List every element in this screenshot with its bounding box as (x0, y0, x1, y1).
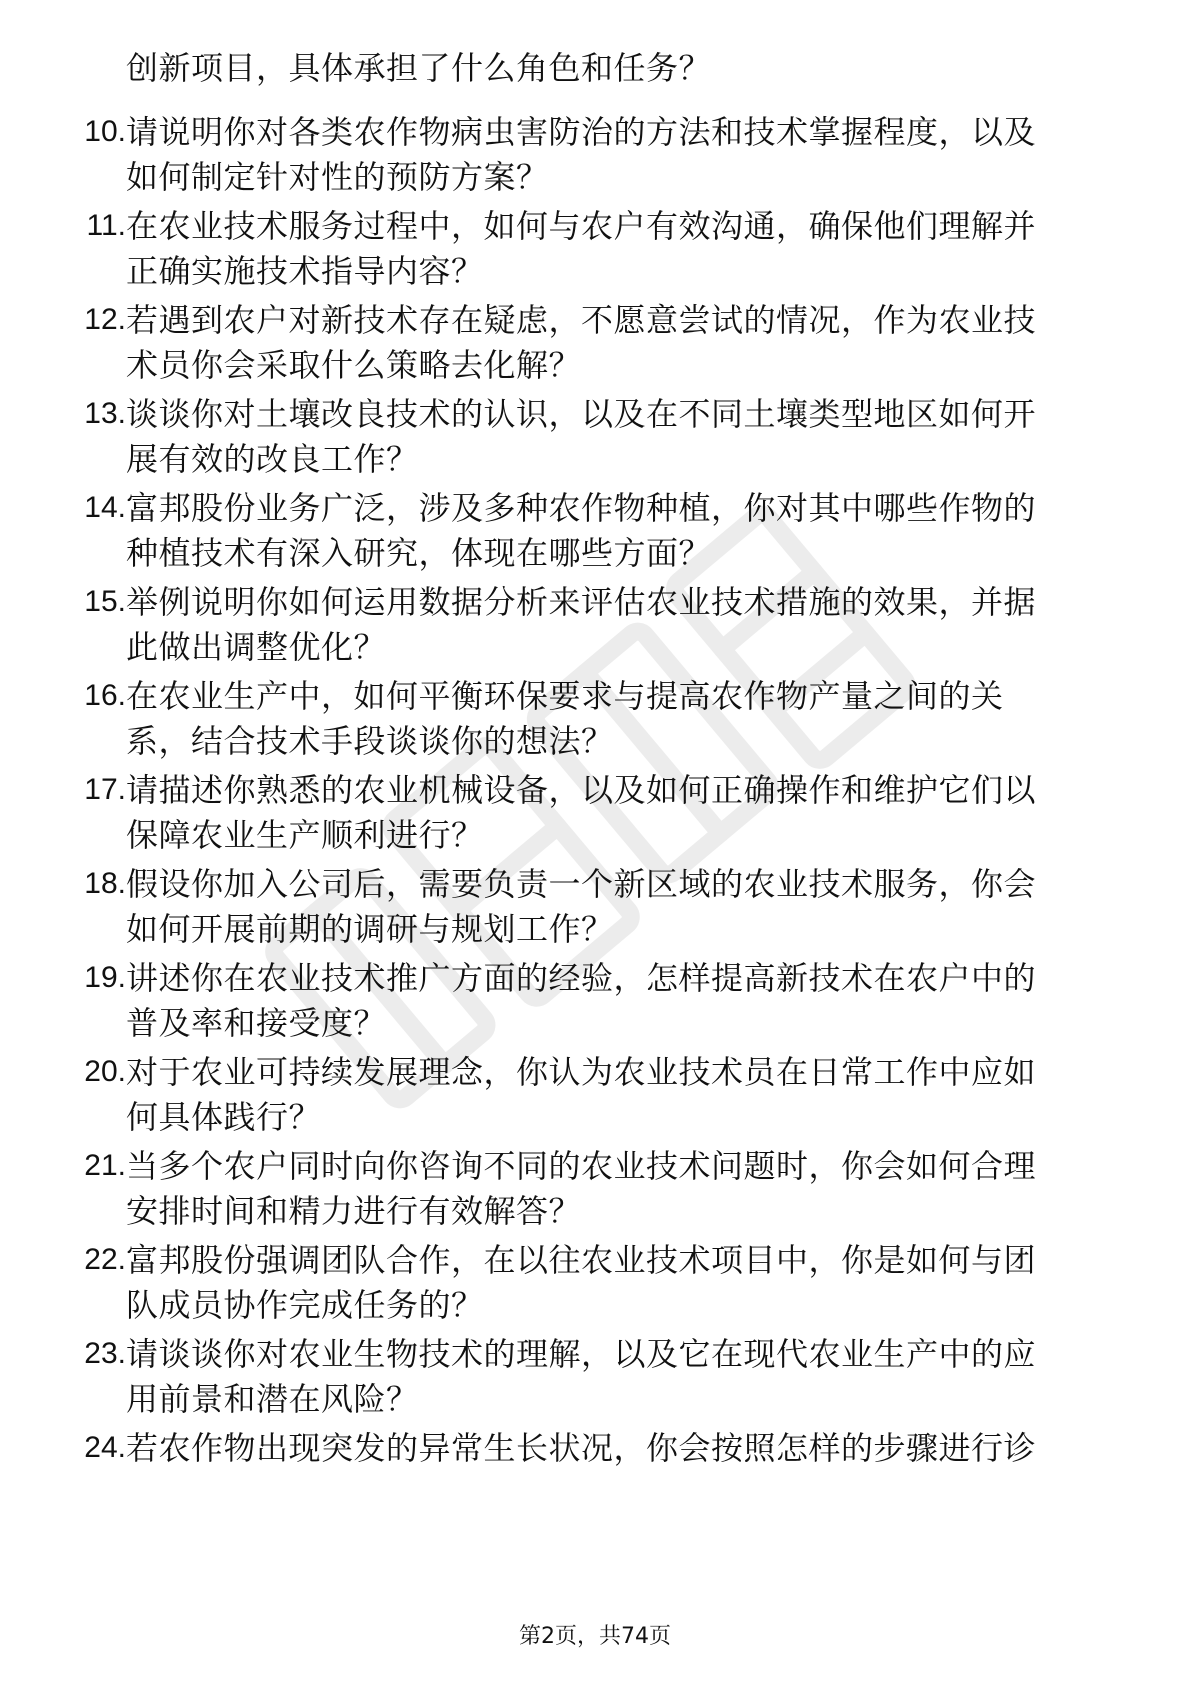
question-item (58, 1332, 1138, 1422)
question-item (58, 1238, 1138, 1328)
question-number: 12. (84, 303, 126, 336)
question-number: 22. (84, 1243, 126, 1276)
question-item (58, 1144, 1138, 1234)
question-text-line: 富邦股份强调团队合作，在以往农业技术项目中，你是如何与团 (126, 1241, 1037, 1279)
question-item (58, 486, 1138, 576)
question-text-line: 若遇到农户对新技术存在疑虑，不愿意尝试的情况，作为农业技 (126, 301, 1037, 339)
question-item (58, 298, 1138, 388)
question-text-line: 举例说明你如何运用数据分析来评估农业技术措施的效果，并据 (126, 583, 1037, 621)
question-text-line: 用前景和潜在风险？ (126, 1380, 419, 1418)
question-text-line: 若农作物出现突发的异常生长状况，你会按照怎样的步骤进行诊 (126, 1429, 1037, 1467)
continuation-text: 创新项目，具体承担了什么角色和任务？ (126, 49, 712, 87)
question-number: 11. (86, 209, 126, 242)
question-item (58, 580, 1138, 670)
question-item (58, 392, 1138, 482)
question-text-line: 何具体践行？ (126, 1098, 322, 1136)
question-text-line: 假设你加入公司后，需要负责一个新区域的农业技术服务，你会 (126, 865, 1037, 903)
question-text-line: 在农业生产中，如何平衡环保要求与提高农作物产量之间的关 (126, 677, 1004, 715)
question-item (58, 204, 1138, 294)
question-item (58, 862, 1138, 952)
question-text-line: 正确实施技术指导内容？ (126, 252, 484, 290)
question-text-line: 此做出调整优化？ (126, 628, 387, 666)
question-item (58, 768, 1138, 858)
question-number: 18. (84, 867, 126, 900)
question-text-line: 在农业技术服务过程中，如何与农户有效沟通，确保他们理解并 (126, 207, 1037, 245)
question-item (58, 1050, 1138, 1140)
question-text-line: 术员你会采取什么策略去化解？ (126, 346, 582, 384)
question-number: 10. (84, 115, 126, 148)
question-text-line: 谈谈你对土壤改良技术的认识，以及在不同土壤类型地区如何开 (126, 395, 1037, 433)
question-text-line: 富邦股份业务广泛，涉及多种农作物种植，你对其中哪些作物的 (126, 489, 1037, 527)
question-item (58, 1426, 1138, 1516)
question-number: 13. (84, 397, 126, 430)
question-text-line: 展有效的改良工作？ (126, 440, 419, 478)
question-number: 24. (84, 1431, 126, 1464)
question-text-line: 对于农业可持续发展理念，你认为农业技术员在日常工作中应如 (126, 1053, 1037, 1091)
question-item (58, 110, 1138, 200)
question-item (58, 956, 1138, 1046)
question-number: 15. (84, 585, 126, 618)
question-text-line: 种植技术有深入研究，体现在哪些方面？ (126, 534, 712, 572)
question-number: 16. (84, 679, 126, 712)
question-text-line: 安排时间和精力进行有效解答？ (126, 1192, 582, 1230)
page-footer: 第2页，共74页 (519, 1624, 671, 1649)
question-text-line: 请描述你熟悉的农业机械设备，以及如何正确操作和维护它们以 (126, 771, 1037, 809)
question-text-line: 当多个农户同时向你咨询不同的农业技术问题时，你会如何合理 (126, 1147, 1037, 1185)
question-item (58, 674, 1138, 764)
question-text-line: 如何开展前期的调研与规划工作？ (126, 910, 614, 948)
question-text-line: 普及率和接受度？ (126, 1004, 387, 1042)
question-number: 23. (84, 1337, 126, 1370)
question-text-line: 如何制定针对性的预防方案？ (126, 158, 549, 196)
question-text-line: 系，结合技术手段谈谈你的想法？ (126, 722, 614, 760)
question-number: 20. (84, 1055, 126, 1088)
question-number: 17. (84, 773, 126, 806)
question-text-line: 请说明你对各类农作物病虫害防治的方法和技术掌握程度，以及 (126, 113, 1037, 151)
question-text-line: 保障农业生产顺利进行？ (126, 816, 484, 854)
question-number: 14. (84, 491, 126, 524)
question-text-line: 请谈谈你对农业生物技术的理解，以及它在现代农业生产中的应 (126, 1335, 1037, 1373)
question-text-line: 队成员协作完成任务的？ (126, 1286, 484, 1324)
question-text-line: 讲述你在农业技术推广方面的经验，怎样提高新技术在农户中的 (126, 959, 1037, 997)
question-number: 19. (84, 961, 126, 994)
question-number: 21. (84, 1149, 126, 1182)
